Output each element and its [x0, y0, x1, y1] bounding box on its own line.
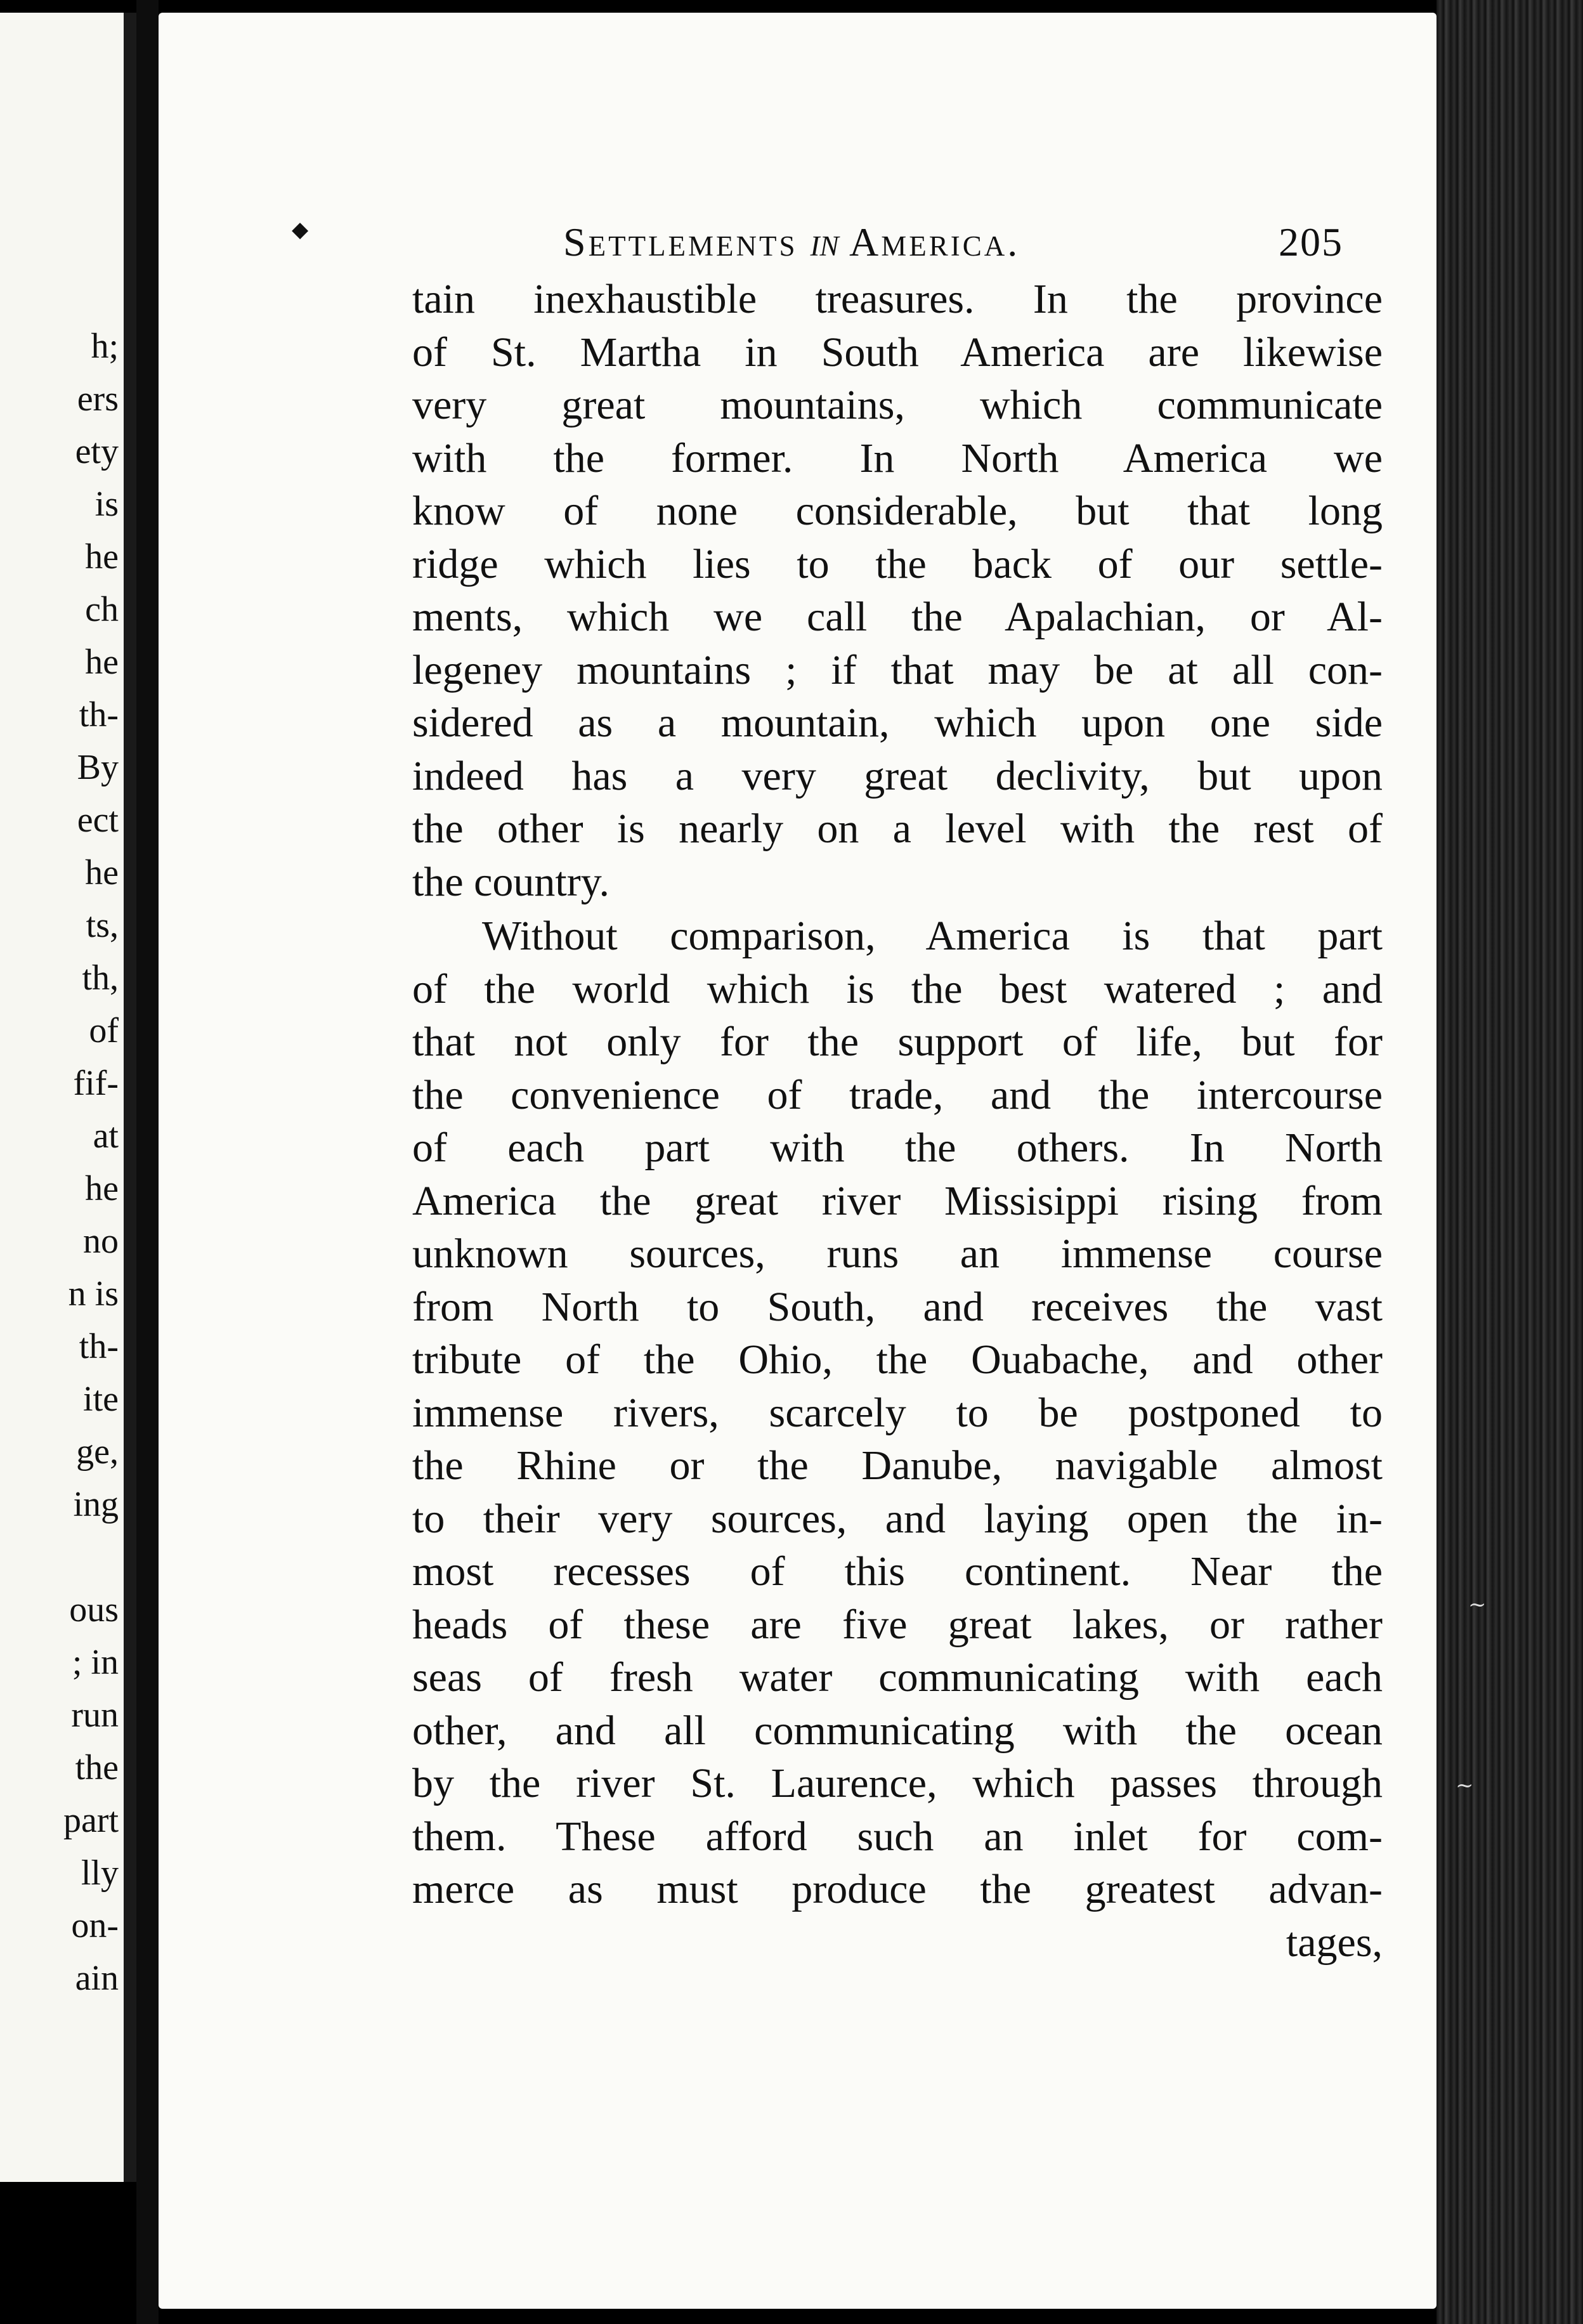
text-line: from North to South, and receives the vast — [412, 1283, 1383, 1330]
facing-page-fragment: ous — [69, 1590, 119, 1629]
text-line: sidered as a mountain, which upon one side — [412, 700, 1383, 746]
facing-page-fragment: ect — [77, 800, 119, 840]
text-line: ments, which we call the Apalachian, or Al- — [412, 594, 1383, 640]
running-title-start: Settlements — [563, 219, 798, 264]
text-line: that not only for the support of life, but for — [412, 1019, 1383, 1065]
facing-page-fragment: part — [63, 1801, 119, 1840]
margin-mark: ◆ — [292, 217, 309, 242]
text-line: ridge which lies to the back of our settle- — [412, 540, 1383, 587]
facing-page-fragment: ch — [85, 590, 119, 629]
facing-page-edge — [0, 13, 136, 2182]
facing-page-fragment — [63, 1531, 119, 1584]
facing-page-fragment: ing — [73, 1485, 119, 1524]
facing-page-fragment: lly — [81, 1853, 119, 1893]
book-page — [159, 13, 1436, 2309]
text-line: indeed has a very great declivity, but upon — [412, 752, 1383, 799]
text-line: other, and all communicating with the ocean — [412, 1707, 1383, 1754]
text-line: immense rivers, scarcely to be postponed to — [412, 1389, 1383, 1436]
text-line: unknown sources, runs an immense course — [412, 1231, 1383, 1277]
text-line: merce as must produce the greatest advan- — [412, 1866, 1383, 1912]
edge-mark: ~ — [1456, 1773, 1474, 1798]
facing-page-fragment: ; in — [72, 1643, 119, 1682]
body-text — [412, 273, 1383, 1969]
text-line: very great mountains, which communicate — [412, 382, 1383, 428]
text-line: Without comparison, America is that part — [482, 913, 1383, 959]
text-line: them. These afford such an inlet for com- — [412, 1813, 1383, 1860]
facing-page-fragment: th- — [79, 695, 119, 734]
facing-page-fragment: he — [85, 643, 119, 682]
facing-page-fragment: ain — [75, 1959, 119, 1998]
text-line: to their very sources, and laying open the in- — [412, 1495, 1383, 1542]
text-line: most recesses of this continent. Near the — [412, 1548, 1383, 1595]
text-line: the convenience of trade, and the intercourse — [412, 1071, 1383, 1118]
text-line: the Rhine or the Danube, navigable almost — [412, 1442, 1383, 1489]
text-line: of St. Martha in South America are likewise — [412, 329, 1383, 375]
facing-page-fragment: no — [83, 1222, 119, 1261]
running-title-in: in — [810, 219, 839, 264]
facing-page-fragment: of — [89, 1011, 119, 1050]
facing-page-fragment: he — [85, 853, 119, 892]
facing-page-fragment: fif- — [73, 1064, 119, 1103]
facing-page-fragment: n is — [68, 1274, 119, 1314]
facing-page-fragment: run — [71, 1695, 119, 1735]
running-title-end: America. — [849, 219, 1020, 264]
running-title — [563, 219, 1020, 266]
facing-page-fragment: ety — [75, 432, 119, 471]
facing-page-fragment: ers — [77, 379, 119, 419]
facing-page-fragment: the — [75, 1748, 119, 1787]
text-line: tain inexhaustible treasures. In the province — [412, 276, 1383, 322]
paragraph — [412, 910, 1383, 1916]
facing-page-fragment: on- — [71, 1906, 119, 1945]
text-line: know of none considerable, but that long — [412, 488, 1383, 534]
facing-page-line-fragments — [63, 320, 119, 2005]
catchword: tages, — [1286, 1919, 1383, 1966]
text-line: of each part with the others. In North — [412, 1125, 1383, 1171]
facing-page-fragment: ite — [83, 1380, 119, 1419]
text-line: of the world which is the best watered ; and — [412, 965, 1383, 1012]
text-line: with the former. In North America we — [412, 434, 1383, 481]
facing-page-fragment: ge, — [76, 1432, 119, 1472]
facing-page-fragment: h; — [91, 327, 119, 366]
text-line: the country. — [412, 858, 609, 905]
facing-page-fragment: th- — [79, 1327, 119, 1366]
facing-page-fragment: he — [85, 1169, 119, 1208]
facing-page-fragment: ts, — [86, 906, 119, 945]
text-line: heads of these are five great lakes, or rather — [412, 1601, 1383, 1648]
book-gutter — [136, 0, 159, 2324]
text-line: tribute of the Ohio, the Ouabache, and other — [412, 1336, 1383, 1383]
paragraph — [412, 273, 1383, 908]
edge-mark: ~ — [1468, 1592, 1487, 1617]
page-number: 205 — [1279, 219, 1343, 264]
running-header — [563, 219, 1343, 276]
facing-page-fragment: th, — [82, 958, 119, 998]
text-line: by the river St. Laurence, which passes through — [412, 1760, 1383, 1806]
facing-page-fragment: at — [93, 1116, 119, 1156]
text-line: the other is nearly on a level with the rest of — [412, 806, 1383, 852]
facing-page-fragment: he — [85, 537, 119, 577]
facing-page-fragment: is — [94, 485, 119, 524]
text-line: legeney mountains ; if that may be at all con- — [412, 646, 1383, 693]
text-line: America the great river Missisippi rising from — [412, 1177, 1383, 1224]
text-line: seas of fresh water communicating with each — [412, 1654, 1383, 1701]
facing-page-fragment: By — [77, 748, 119, 787]
page-edges — [1436, 0, 1583, 2324]
